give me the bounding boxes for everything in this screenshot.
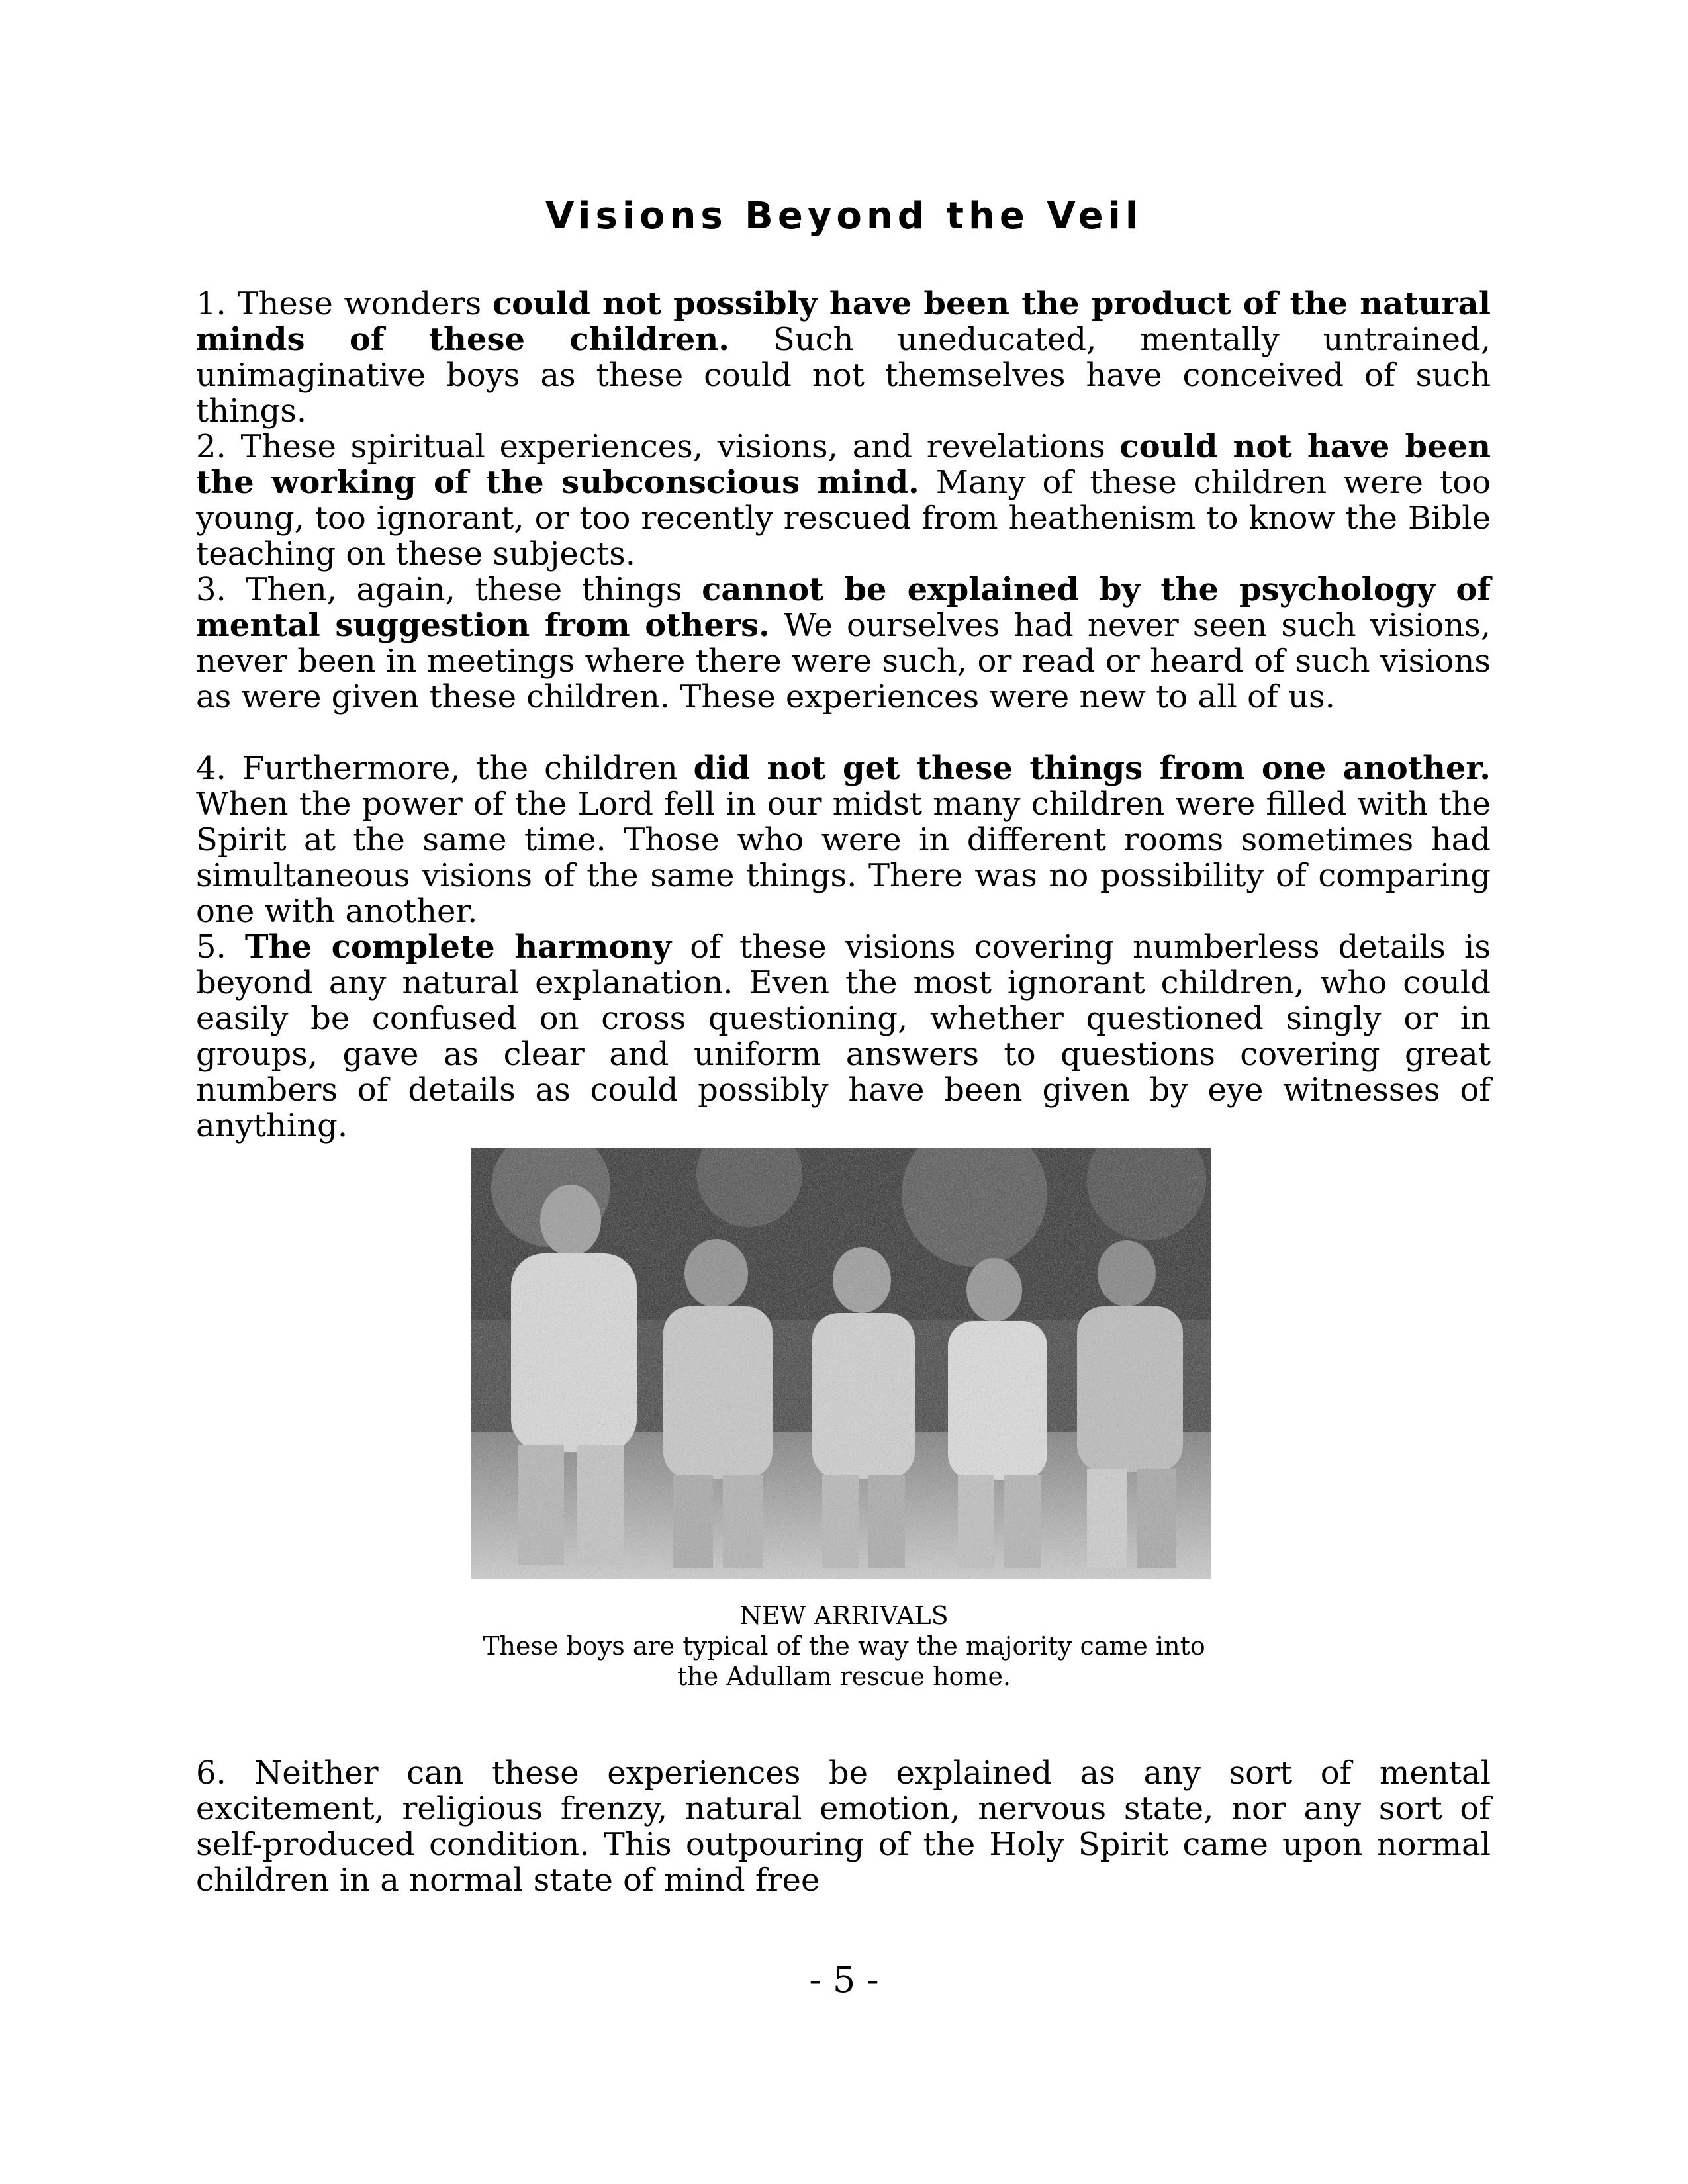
paragraph-text: 4. Furthermore, the children — [196, 750, 694, 787]
paragraph-emphasis: The complete harmony — [244, 929, 672, 966]
paragraph-5 — [196, 929, 1491, 1144]
paragraph-text: of these visions covering numberless details is beyond any natural explanation. Even the most ignorant children, who could easily be confused on cross questioning, whether questioned singly or in groups, gave as clear and uniform answers to questions covering great numbers of details as could possibly have been given by eye witnesses of anything. — [196, 929, 1491, 1144]
paragraph-emphasis: cannot be explained by the psychology of mental suggestion from others. — [196, 571, 1491, 644]
paragraph-text: When the power of the Lord fell in our midst many children were filled with the Spirit at the same time. Those who were in different rooms sometimes had simultaneous visions of the same things. There was no possibility of comparing one with another. — [196, 786, 1491, 930]
caption-title: NEW ARRIVALS — [739, 1601, 949, 1630]
paragraph-6 — [196, 1755, 1491, 1898]
paragraph-text: 6. Neither can these experiences be explained as any sort of mental excitement, religious frenzy, natural emotion, nervous state, nor any sort of self-produced condition. This outpouring of the Holy Spirit came upon normal children in a normal state of mind free — [196, 1754, 1491, 1899]
paragraph-2 — [196, 429, 1491, 572]
paragraph-emphasis: could not possibly have been the product of the natural minds of these children. — [196, 285, 1491, 358]
paragraph-4 — [196, 751, 1491, 929]
paragraph-text: 5. — [196, 929, 245, 966]
paragraph-text: 1. These wonders — [196, 285, 492, 322]
paragraph-1 — [196, 286, 1491, 429]
page-number: - 5 - — [809, 1959, 879, 2001]
paragraph-3 — [196, 572, 1491, 715]
paragraph-emphasis: did not get these things from one another. — [693, 750, 1491, 787]
photo-new-arrivals — [471, 1148, 1211, 1579]
page-title: Visions Beyond the Veil — [545, 195, 1143, 238]
paragraph-text: Such uneducated, mentally untrained, unimaginative boys as these could not themselves have conceived of such things. — [196, 321, 1491, 430]
paragraph-emphasis: could not have been the working of the subconscious mind. — [196, 428, 1491, 501]
figure-caption — [0, 1600, 1688, 1692]
paragraph-text: 2. These spiritual experiences, visions, and revelations — [196, 428, 1120, 465]
paragraph-text: We ourselves had never seen such visions, never been in meetings where there were such, or read or heard of such visions as were given these children. These experiences were new to all of us. — [196, 607, 1491, 715]
paragraph-text: 3. Then, again, these things — [196, 571, 702, 608]
caption-line-2: the Adullam rescue home. — [677, 1662, 1011, 1691]
paragraph-text: Many of these children were too young, too ignorant, or too recently rescued from heathenism to know the Bible teaching on these subjects. — [196, 464, 1491, 572]
caption-line-1: These boys are typical of the way the majority came into — [483, 1631, 1205, 1661]
